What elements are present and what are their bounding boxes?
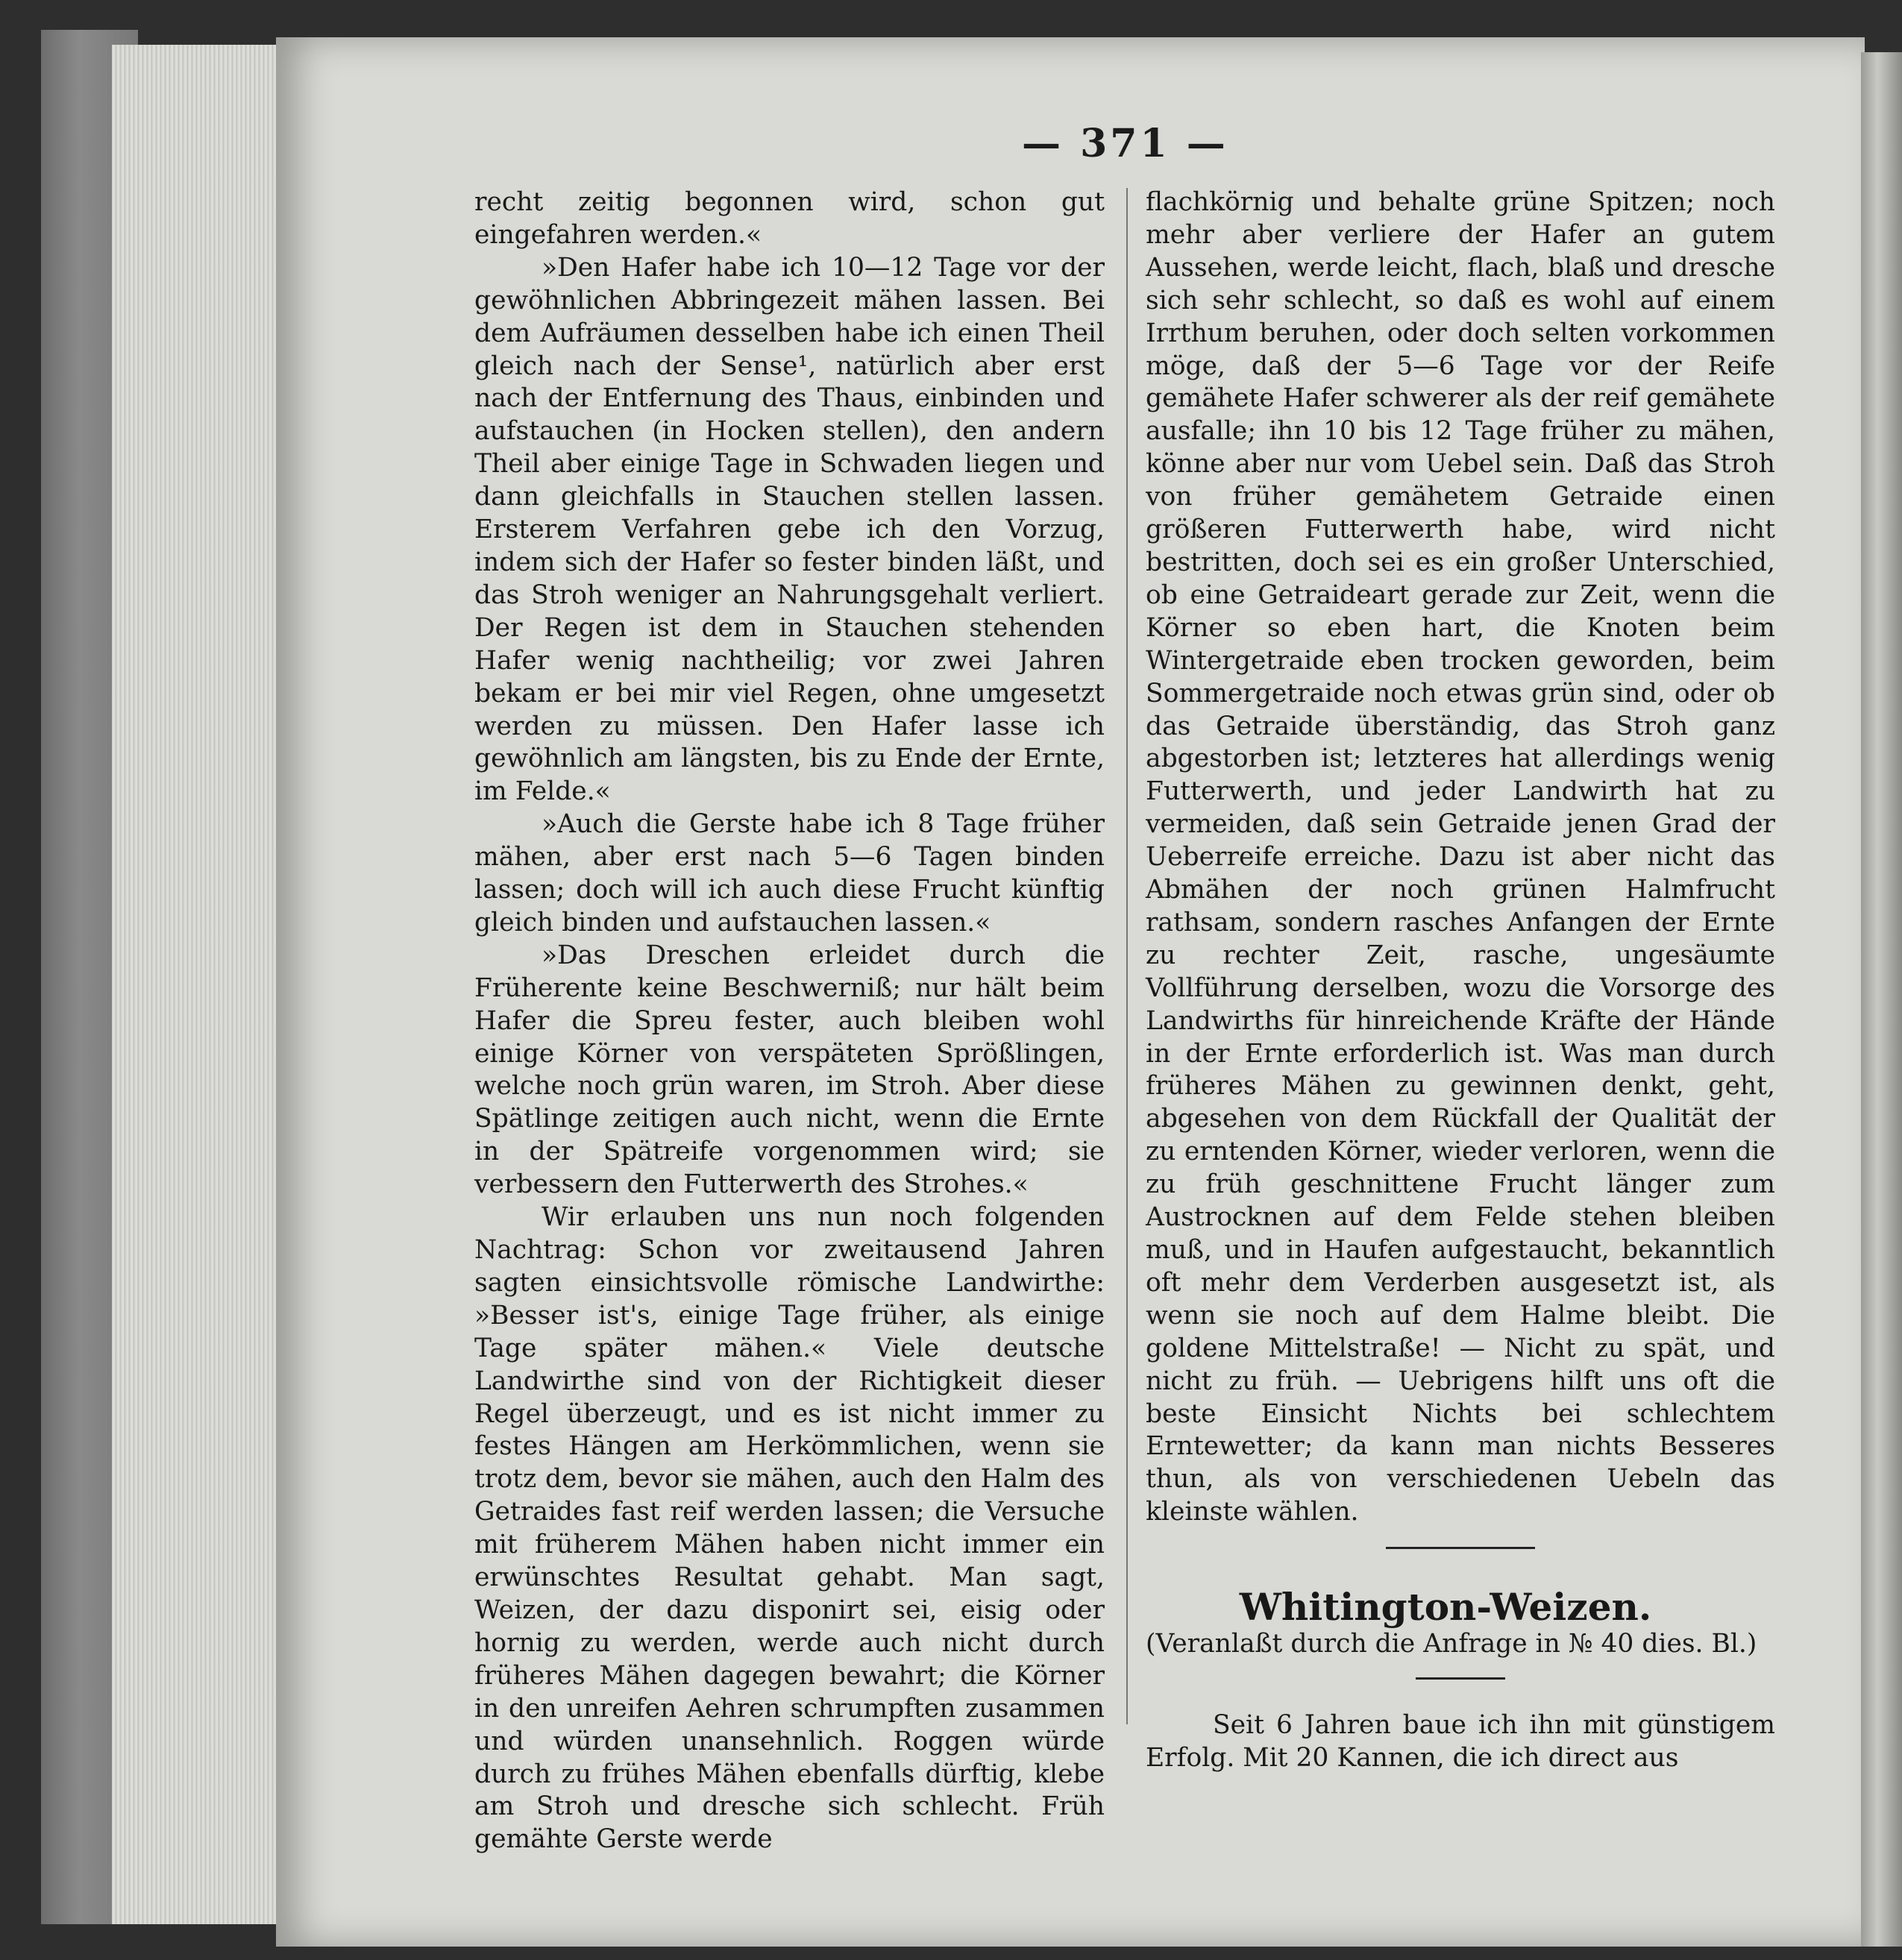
paragraph: »Auch die Gerste habe ich 8 Tage früher mähen, aber erst nach 5—6 Tagen binden lassen; doch will ich auch diese Frucht künftig gleich binden und aufstauchen lassen.« — [474, 809, 1105, 937]
section-subtitle: (Veranlaßt durch die Anfrage in № 40 dies. Bl.) — [1146, 1629, 1757, 1659]
paragraph: recht zeitig begonnen wird, schon gut eingefahren werden.« — [474, 187, 1105, 250]
right-column — [1146, 186, 1775, 1775]
left-column — [474, 186, 1105, 1856]
next-page-edge — [1861, 52, 1902, 1947]
section-separator — [1386, 1547, 1535, 1549]
page-number: — 371 — — [1022, 121, 1228, 166]
column-divider — [1126, 188, 1128, 1724]
page-edges — [112, 45, 283, 1924]
paragraph: »Den Hafer habe ich 10—12 Tage vor der gewöhnlichen Abbringezeit mähen lassen. Bei dem Aufräumen desselben habe ich einen Theil gleich nach der Sense¹, natürlich aber erst nach der Entfernung des Thaus, einbinden und aufstauchen (in Hocken stellen), den andern Theil aber einige Tage in Schwaden liegen und dann gleichfalls in Stauchen stellen lassen. Ersterem Verfahren gebe ich den Vorzug, indem sich der Hafer so fester binden läßt, und das Stroh weniger an Nahrungsgehalt verliert. Der Regen ist dem in Stauchen stehenden Hafer wenig nachtheilig; vor zwei Jahren bekam er bei mir viel Regen, ohne umgesetzt werden zu müssen. Den Hafer lasse ich gewöhnlich am längsten, bis zu Ende der Ernte, im Felde.« — [474, 252, 1105, 807]
subtitle-separator — [1416, 1677, 1505, 1680]
section-title: Whitington-Weizen. — [1239, 1585, 1652, 1630]
paragraph: Wir erlauben uns nun noch folgenden Nachtrag: Schon vor zweitausend Jahren sagten einsichtsvolle römische Landwirthe: »Besser ist's, einige Tage früher, als einige Tage später mähen.« Viele deutsche Landwirthe sind von der Richtigkeit dieser Regel überzeugt, und es ist nicht immer zu festes Hängen am Herkömmlichen, wenn sie trotz dem, bevor sie mähen, auch den Halm des Getraides fast reif werden lassen; die Versuche mit früherem Mähen haben nicht immer ein erwünschtes Resultat gehabt. Man sagt, Weizen, der dazu disponirt sei, eisig oder hornig zu werden, werde auch nicht durch früheres Mähen dagegen bewahrt; die Körner in den unreifen Aehren schrumpften zusammen und würden unansehnlich. Roggen würde durch zu frühes Mähen ebenfalls dürftig, klebe am Stroh und dresche sich schlecht. Früh gemähte Gerste werde — [474, 1202, 1105, 1855]
paragraph: »Das Dreschen erleidet durch die Früherente keine Beschwerniß; nur hält beim Hafer die Spreu fester, auch bleiben wohl einige Körner von verspäteten Sprößlingen, welche noch grün waren, im Stroh. Aber diese Spätlinge zeitigen auch nicht, wenn die Ernte in der Spätreife vorgenommen wird; sie verbessern den Futterwerth des Strohes.« — [474, 940, 1105, 1200]
paragraph: flachkörnig und behalte grüne Spitzen; noch mehr aber verliere der Hafer an gutem Aussehen, werde leicht, flach, blaß und dresche sich sehr schlecht, so daß es wohl auf einem Irrthum beruhen, oder doch selten vorkommen möge, daß der 5—6 Tage vor der Reife gemähete Hafer schwerer als der reif gemähete ausfalle; ihn 10 bis 12 Tage früher zu mähen, könne aber nur vom Uebel sein. Daß das Stroh von früher gemähetem Getraide einen größeren Futterwerth habe, wird nicht bestritten, doch sei es ein großer Unterschied, ob eine Getraideart gerade zur Zeit, wenn die Körner so eben hart, die Knoten beim Wintergetraide eben trocken geworden, beim Sommergetraide noch etwas grün sind, oder ob das Getraide überständig, das Stroh ganz abgestorben ist; letzteres hat allerdings wenig Futterwerth, und jeder Landwirth hat zu vermeiden, daß sein Getraide jenen Grad der Ueberreife erreiche. Dazu ist aber nicht das Abmähen der noch grünen Halmfrucht rathsam, sondern rasches Anfangen der Ernte zu rechter Zeit, rasche, ungesäumte Vollführung derselben, wozu die Vorsorge des Landwirths für hinreichende Kräfte der Hände in der Ernte erforderlich ist. Was man durch früheres Mähen zu gewinnen denkt, geht, abgesehen von dem Rückfall der Qualität der zu erntenden Körner, wieder verloren, wenn die zu früh geschnittene Frucht länger zum Austrocknen auf dem Felde stehen bleiben muß, und in Haufen aufgestaucht, bekanntlich oft mehr dem Verderben ausgesetzt ist, als wenn sie noch auf dem Halme bleibt. Die goldene Mittelstraße! — Nicht zu spät, und nicht zu früh. — Uebrigens hilft uns oft die beste Einsicht Nichts bei schlechtem Erntewetter; da kann man nichts Besseres thun, als von verschiedenen Uebeln das kleinste wählen. — [1146, 187, 1775, 1527]
paragraph: Seit 6 Jahren baue ich ihn mit günstigem Erfolg. Mit 20 Kannen, die ich direct aus — [1146, 1710, 1775, 1773]
